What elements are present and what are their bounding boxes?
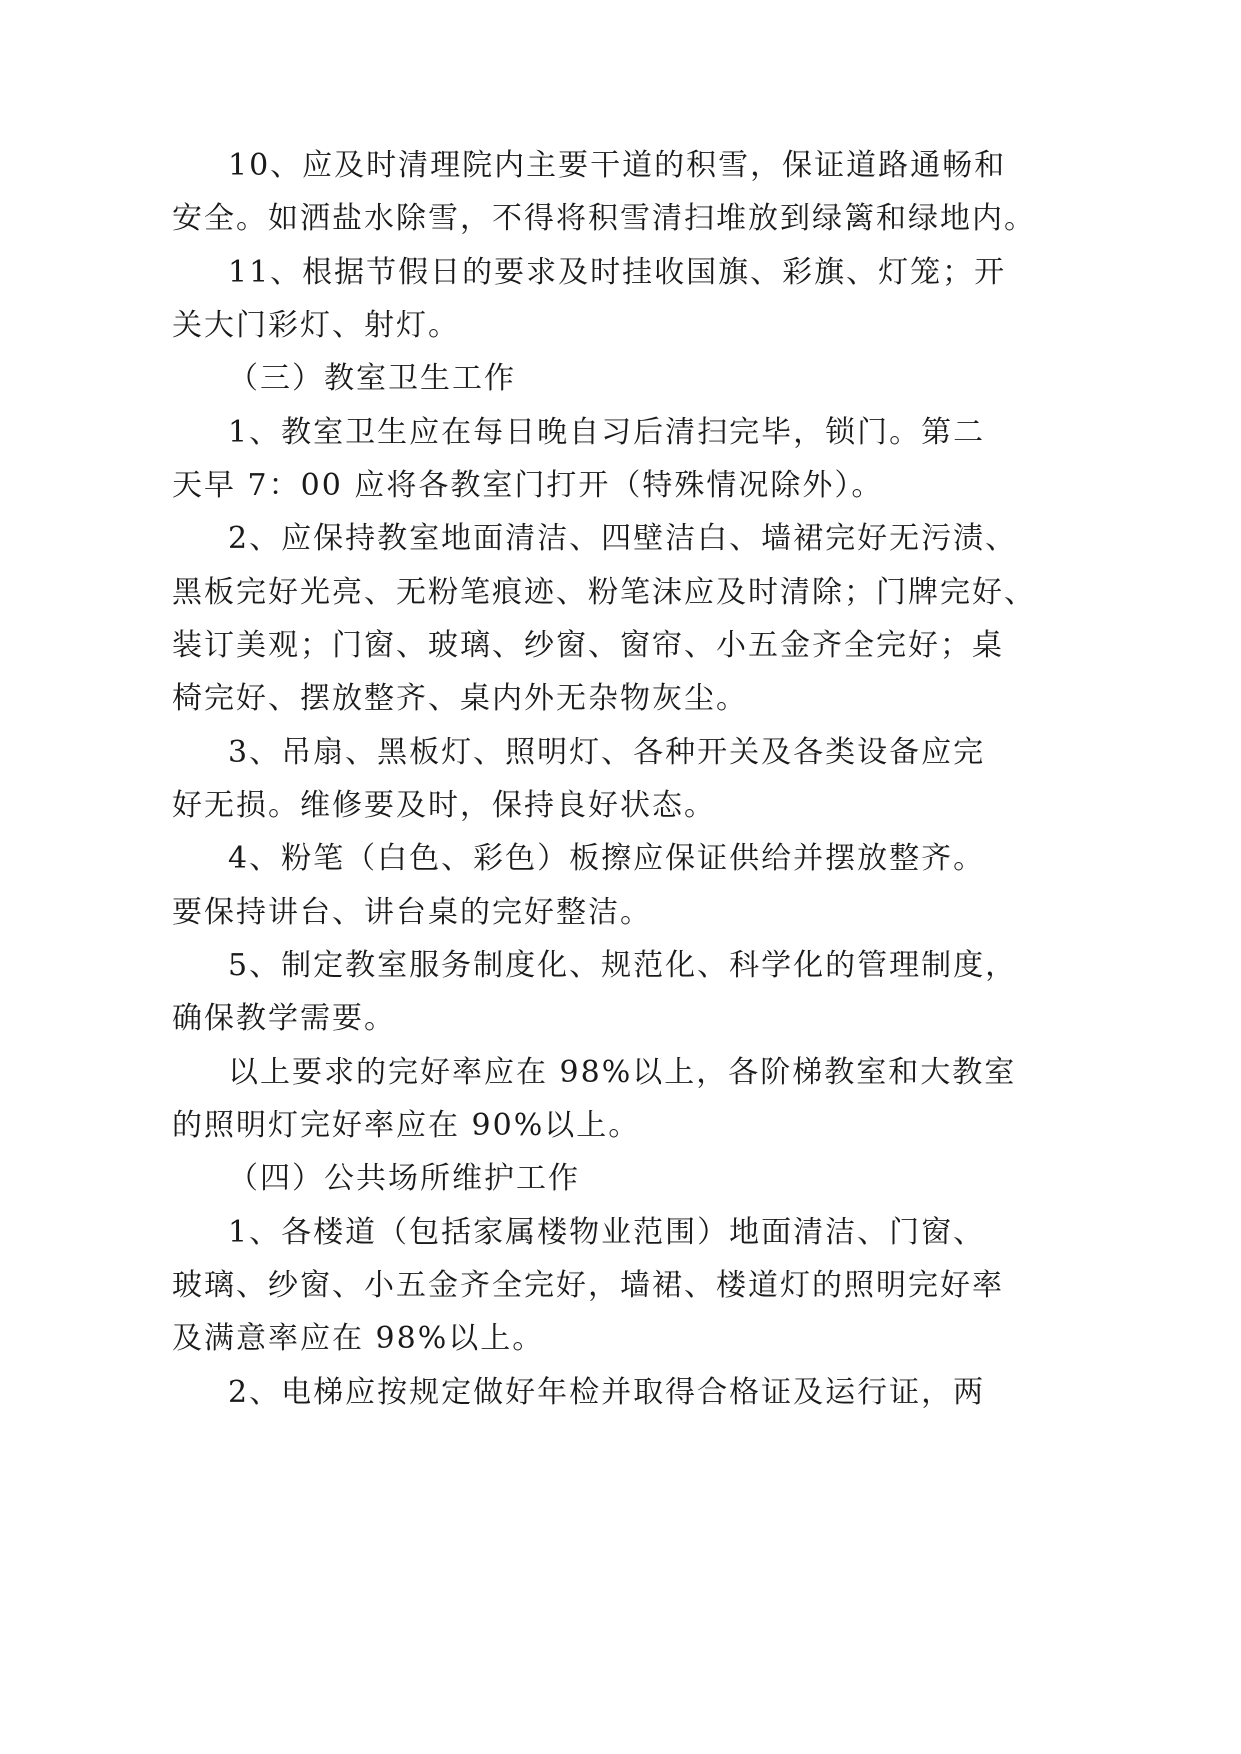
paragraph-line: 10、应及时清理院内主要干道的积雪，保证道路通畅和 <box>228 148 1007 183</box>
paragraph-line: 安全。如洒盐水除雪，不得将积雪清扫堆放到绿篱和绿地内。 <box>172 201 1036 236</box>
paragraph-line: 3、吊扇、黑板灯、照明灯、各种开关及各类设备应完 <box>228 735 986 770</box>
paragraph-line: 2、电梯应按规定做好年检并取得合格证及运行证，两 <box>228 1375 986 1410</box>
paragraph-line: 1、各楼道（包括家属楼物业范围）地面清洁、门窗、 <box>228 1215 986 1250</box>
paragraph-line: 及满意率应在 98%以上。 <box>172 1321 545 1356</box>
paragraph-line: 确保教学需要。 <box>172 1001 396 1036</box>
paragraph-line: 4、粉笔（白色、彩色）板擦应保证供给并摆放整齐。 <box>228 841 986 876</box>
paragraph-line: 天早 7：00 应将各教室门打开（特殊情况除外）。 <box>172 468 884 503</box>
section-heading: （四）公共场所维护工作 <box>228 1161 580 1196</box>
paragraph-line: 2、应保持教室地面清洁、四壁洁白、墙裙完好无污渍、 <box>228 521 1018 556</box>
paragraph-line: 椅完好、摆放整齐、桌内外无杂物灰尘。 <box>172 681 748 716</box>
paragraph-line: 1、教室卫生应在每日晚自习后清扫完毕，锁门。第二 <box>228 415 986 450</box>
paragraph-line: 的照明灯完好率应在 90%以上。 <box>172 1108 641 1143</box>
paragraph-line: 5、制定教室服务制度化、规范化、科学化的管理制度， <box>228 948 1018 983</box>
section-heading: （三）教室卫生工作 <box>228 361 516 396</box>
paragraph-line: 11、根据节假日的要求及时挂收国旗、彩旗、灯笼；开 <box>228 255 1007 290</box>
paragraph-line: 以上要求的完好率应在 98%以上，各阶梯教室和大教室 <box>228 1055 1017 1090</box>
paragraph-line: 好无损。维修要及时，保持良好状态。 <box>172 788 716 823</box>
paragraph-line: 要保持讲台、讲台桌的完好整洁。 <box>172 895 652 930</box>
paragraph-line: 黑板完好光亮、无粉笔痕迹、粉笔沫应及时清除；门牌完好、 <box>172 575 1036 610</box>
paragraph-line: 玻璃、纱窗、小五金齐全完好，墙裙、楼道灯的照明完好率 <box>172 1268 1004 1303</box>
paragraph-line: 装订美观；门窗、玻璃、纱窗、窗帘、小五金齐全完好；桌 <box>172 628 1004 663</box>
paragraph-line: 关大门彩灯、射灯。 <box>172 308 460 343</box>
